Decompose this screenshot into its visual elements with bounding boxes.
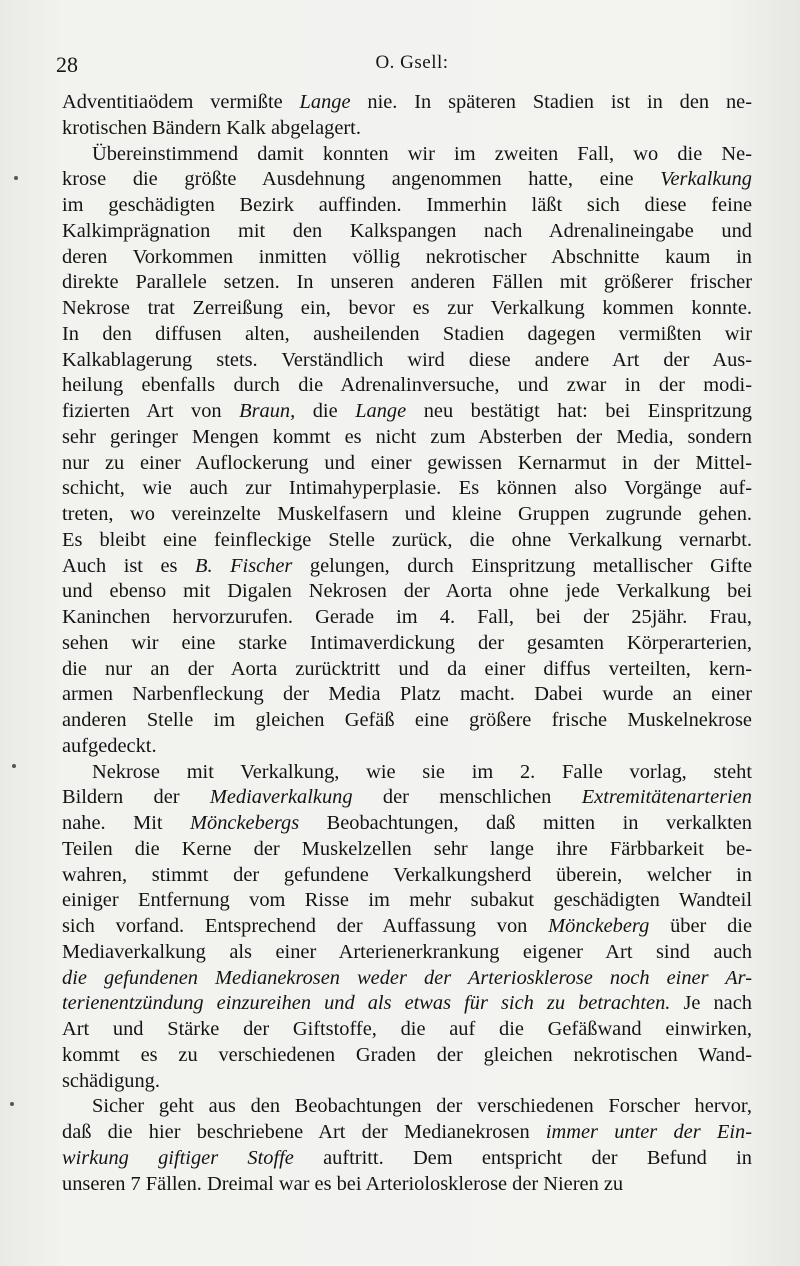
- paragraph: [62, 90, 752, 142]
- italic-text: wirkung giftiger Stoffe: [62, 1146, 294, 1169]
- text-segment: In den diffusen alten, ausheilenden Stadien dagegen vermißten wir: [62, 322, 752, 345]
- scan-speck: [14, 176, 18, 180]
- body-text: [62, 90, 752, 1197]
- text-segment: nahe. Mit: [62, 812, 191, 834]
- text-line: [62, 245, 752, 271]
- text-segment: Nekrose mit Verkalkung, wie sie im 2. Falle vorlag, steht: [92, 760, 752, 783]
- italic-text: Lange: [355, 400, 407, 422]
- text-line: [62, 1094, 752, 1120]
- text-line: [62, 322, 752, 348]
- text-line: [62, 1120, 752, 1146]
- text-line: [62, 554, 752, 580]
- text-line: [62, 785, 752, 811]
- text-line: [62, 1043, 752, 1069]
- text-segment: Nekrose trat Zerreißung ein, bevor es zur Verkalkung kommen konnte.: [62, 297, 752, 319]
- text-line: [62, 657, 752, 683]
- text-segment: treten, wo vereinzelte Muskelfasern und kleine Gruppen zugrunde gehen.: [62, 503, 752, 525]
- italic-text: Braun,: [239, 400, 296, 422]
- text-line: [62, 348, 752, 374]
- text-segment: direkte Parallele setzen. In unseren anderen Fällen mit größerer frischer: [62, 271, 752, 294]
- text-segment: über die: [649, 915, 752, 937]
- paragraph: [62, 142, 752, 760]
- text-line: [62, 811, 752, 837]
- text-segment: kommt es zu verschiedenen Graden der gleichen nekrotischen Wand-: [62, 1043, 752, 1066]
- text-line: [62, 193, 752, 219]
- text-line: [62, 1172, 752, 1198]
- italic-text: B. Fischer: [195, 554, 293, 577]
- text-line: [62, 425, 752, 451]
- text-segment: einiger Entfernung vom Risse im mehr subakut geschädigten Wandteil: [62, 889, 752, 912]
- text-line: [62, 1146, 752, 1172]
- text-segment: Bildern der: [62, 786, 210, 809]
- text-segment: aufgedeckt.: [62, 734, 157, 757]
- text-line: [62, 605, 752, 631]
- italic-text: immer unter der Ein-: [545, 1121, 752, 1143]
- text-line: [62, 682, 752, 708]
- italic-text: Mönckebergs: [190, 812, 300, 834]
- text-line: [62, 373, 752, 399]
- text-segment: Übereinstimmend damit konnten wir im zweiten Fall, wo die Ne-: [92, 142, 752, 165]
- text-segment: nie. In späteren Stadien ist in den ne-: [350, 91, 752, 113]
- text-segment: schädigung.: [62, 1069, 160, 1092]
- text-line: [62, 142, 752, 168]
- page-number: 28: [56, 52, 78, 77]
- italic-text: Verkalkung: [660, 168, 752, 191]
- text-line: [62, 502, 752, 528]
- text-segment: auftritt. Dem entspricht der Befund in: [293, 1146, 752, 1169]
- text-line: [62, 888, 752, 914]
- text-line: [62, 167, 752, 193]
- text-segment: Teilen die Kerne der Muskelzellen sehr lange ihre Färbbarkeit be-: [62, 837, 752, 860]
- text-segment: die nur an der Aorta zurücktritt und da einer diffus verteilten, kern-: [62, 657, 752, 680]
- text-line: [62, 270, 752, 296]
- text-segment: die: [295, 400, 356, 422]
- italic-text: die gefundenen Medianekrosen weder der Arteriosklerose noch einer Ar-: [62, 966, 752, 989]
- text-segment: Mediaverkalkung als einer Arterienerkrankung eigener Art sind auch: [62, 940, 752, 963]
- text-line: [62, 1069, 752, 1095]
- text-segment: heilung ebenfalls durch die Adrenalinversuche, und zwar in der modi-: [62, 374, 752, 397]
- text-line: [62, 991, 752, 1017]
- text-line: [62, 631, 752, 657]
- text-segment: wahren, stimmt der gefundene Verkalkungsherd überein, welcher in: [62, 863, 752, 886]
- text-segment: der menschlichen: [352, 786, 582, 809]
- text-line: [62, 296, 752, 322]
- text-segment: Sicher geht aus den Beobachtungen der verschiedenen Forscher hervor,: [92, 1095, 752, 1118]
- text-segment: fizierten Art von: [62, 400, 240, 422]
- text-segment: und ebenso mit Digalen Nekrosen der Aorta ohne jede Verkalkung bei: [62, 580, 752, 603]
- text-segment: gelungen, durch Einspritzung metallischer Gifte: [292, 554, 752, 577]
- italic-text: Mediaverkalkung: [209, 786, 353, 809]
- text-segment: Kalkimprägnation mit den Kalkspangen nach Adrenalineingabe und: [62, 219, 752, 242]
- page-header: [56, 52, 768, 82]
- italic-text: Lange: [299, 91, 351, 113]
- text-segment: anderen Stelle im gleichen Gefäß eine größere frische Muskelnekrose: [62, 709, 752, 731]
- text-line: [62, 708, 752, 734]
- text-segment: Es bleibt eine feinfleckige Stelle zurück, die ohne Verkalkung vernarbt.: [62, 528, 752, 551]
- text-line: [62, 116, 752, 142]
- text-line: [62, 476, 752, 502]
- text-segment: deren Vorkommen inmitten völlig nekrotischer Abschnitte kaum in: [62, 245, 752, 268]
- text-line: [62, 734, 752, 760]
- text-segment: Auch ist es: [62, 554, 195, 577]
- italic-text: Extremitätenarterien: [581, 786, 752, 809]
- text-segment: Kalkablagerung stets. Verständlich wird diese andere Art der Aus-: [62, 348, 752, 371]
- running-head: O. Gsell:: [375, 52, 449, 73]
- text-segment: schicht, wie auch zur Intimahyperplasie. Es können also Vorgänge auf-: [62, 477, 752, 500]
- paragraph: [62, 760, 752, 1095]
- italic-text: Mönckeberg: [548, 915, 650, 937]
- text-segment: Kaninchen hervorzurufen. Gerade im 4. Fall, bei der 25jähr. Frau,: [62, 606, 752, 628]
- text-line: [62, 837, 752, 863]
- text-segment: sich vorfand. Entsprechend der Auffassung von: [62, 915, 549, 937]
- text-segment: Adventitiaödem vermißte: [62, 91, 300, 113]
- text-segment: neu bestätigt hat: bei Einspritzung: [406, 400, 753, 422]
- text-line: [62, 528, 752, 554]
- text-segment: Art und Stärke der Giftstoffe, die auf die Gefäßwand einwirken,: [62, 1018, 752, 1040]
- text-line: [62, 914, 752, 940]
- text-line: [62, 760, 752, 786]
- text-segment: krose die größte Ausdehnung angenommen hatte, eine: [62, 168, 661, 191]
- text-line: [62, 451, 752, 477]
- paragraph: [62, 1094, 752, 1197]
- text-line: [62, 90, 752, 116]
- text-line: [62, 966, 752, 992]
- italic-text: terienentzündung einzureihen und als etwas für sich zu betrachten.: [62, 992, 671, 1015]
- text-line: [62, 1017, 752, 1043]
- text-segment: Je nach: [670, 992, 752, 1015]
- scan-speck: [12, 764, 16, 768]
- text-segment: unseren 7 Fällen. Dreimal war es bei Arteriolosklerose der Nieren zu: [62, 1172, 624, 1195]
- text-line: [62, 863, 752, 889]
- text-line: [62, 399, 752, 425]
- text-line: [62, 940, 752, 966]
- text-segment: nur zu einer Auflockerung und einer gewissen Kernarmut in der Mittel-: [62, 451, 752, 474]
- text-segment: im geschädigten Bezirk auffinden. Immerhin läßt sich diese feine: [62, 194, 752, 216]
- text-segment: sehr geringer Mengen kommt es nicht zum Absterben der Media, sondern: [62, 425, 752, 448]
- text-segment: daß die hier beschriebene Art der Medianekrosen: [62, 1121, 546, 1143]
- scan-speck: [10, 1102, 14, 1106]
- text-segment: sehen wir eine starke Intimaverdickung der gesamten Körperarterien,: [62, 631, 752, 654]
- text-segment: Beobachtungen, daß mitten in verkalkten: [299, 812, 752, 834]
- text-line: [62, 579, 752, 605]
- text-segment: armen Narbenfleckung der Media Platz macht. Dabei wurde an einer: [62, 683, 752, 706]
- text-segment: krotischen Bändern Kalk abgelagert.: [62, 116, 361, 139]
- text-line: [62, 219, 752, 245]
